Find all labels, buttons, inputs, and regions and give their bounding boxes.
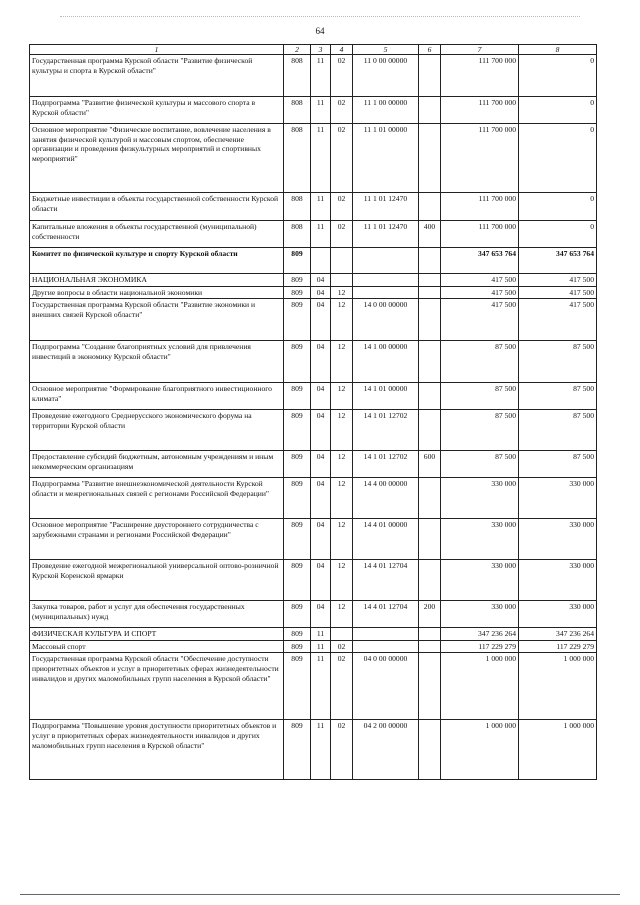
row-code-cell: 808 [284, 124, 311, 193]
row-subsection-cell: 02 [331, 97, 353, 124]
table-row [30, 720, 597, 780]
table-row [30, 248, 597, 274]
row-expense-type-cell [419, 97, 441, 124]
header-col-1: 1 [30, 45, 284, 55]
page-number: 64 [315, 26, 325, 36]
row-section-cell: 11 [311, 628, 331, 641]
row-amount-cell: 330 000 [441, 478, 519, 519]
row-code-cell: 809 [284, 286, 311, 299]
row-expense-type-cell [419, 410, 441, 451]
row-amount-cell: 347 236 264 [441, 628, 519, 641]
row-amount-second-cell: 0 [519, 221, 597, 248]
row-code-cell: 809 [284, 451, 311, 478]
row-amount-second-cell: 87 500 [519, 383, 597, 410]
table-row [30, 519, 597, 560]
row-target-article-cell: 14 1 00 00000 [353, 341, 419, 383]
row-target-article-cell: 04 2 00 00000 [353, 720, 419, 780]
row-expense-type-cell [419, 720, 441, 780]
row-subsection-cell: 02 [331, 55, 353, 97]
row-code-cell: 809 [284, 299, 311, 341]
row-target-article-cell: 14 1 01 00000 [353, 383, 419, 410]
row-target-article-cell [353, 628, 419, 641]
row-amount-second-cell: 330 000 [519, 519, 597, 560]
row-amount-cell: 111 700 000 [441, 124, 519, 193]
row-amount-cell: 111 700 000 [441, 193, 519, 221]
row-subsection-cell: 02 [331, 193, 353, 221]
row-name-cell: НАЦИОНАЛЬНАЯ ЭКОНОМИКА [30, 274, 284, 287]
table-row [30, 451, 597, 478]
row-section-cell [311, 248, 331, 274]
row-amount-second-cell: 1 000 000 [519, 720, 597, 780]
row-expense-type-cell [419, 55, 441, 97]
row-subsection-cell: 12 [331, 383, 353, 410]
table-row [30, 299, 597, 341]
row-amount-cell: 417 500 [441, 274, 519, 287]
row-subsection-cell: 12 [331, 410, 353, 451]
budget-table [29, 44, 597, 780]
header-col-2: 2 [284, 45, 311, 55]
row-target-article-cell: 11 0 00 00000 [353, 55, 419, 97]
row-name-cell: Подпрограмма "Развитие внешнеэкономической деятельности Курской области и межрегиональных связей с регионами Российской Федерации" [30, 478, 284, 519]
row-section-cell: 11 [311, 55, 331, 97]
row-expense-type-cell [419, 628, 441, 641]
row-amount-cell: 111 700 000 [441, 221, 519, 248]
row-target-article-cell [353, 286, 419, 299]
row-amount-cell: 87 500 [441, 383, 519, 410]
row-amount-cell: 87 500 [441, 451, 519, 478]
row-section-cell: 04 [311, 601, 331, 628]
row-code-cell: 809 [284, 383, 311, 410]
row-name-cell: Проведение ежегодной межрегиональной универсальной оптово-розничной Курской Коренской ярмарки [30, 560, 284, 601]
row-subsection-cell: 12 [331, 286, 353, 299]
row-expense-type-cell [419, 653, 441, 720]
row-expense-type-cell [419, 640, 441, 653]
row-amount-cell: 330 000 [441, 519, 519, 560]
row-amount-second-cell: 1 000 000 [519, 653, 597, 720]
row-expense-type-cell [419, 341, 441, 383]
row-name-cell: Проведение ежегодного Среднерусского экономического форума на территории Курской области [30, 410, 284, 451]
row-code-cell: 809 [284, 478, 311, 519]
table-row [30, 601, 597, 628]
table-row [30, 124, 597, 193]
row-amount-cell: 330 000 [441, 601, 519, 628]
row-amount-second-cell: 0 [519, 193, 597, 221]
scan-edge-line [60, 16, 580, 17]
row-amount-cell: 111 700 000 [441, 97, 519, 124]
row-amount-second-cell: 417 500 [519, 274, 597, 287]
row-code-cell: 809 [284, 601, 311, 628]
row-code-cell: 808 [284, 55, 311, 97]
row-section-cell: 04 [311, 451, 331, 478]
table-row [30, 653, 597, 720]
row-amount-cell: 1 000 000 [441, 720, 519, 780]
row-target-article-cell: 14 4 01 12704 [353, 601, 419, 628]
row-expense-type-cell [419, 193, 441, 221]
row-code-cell: 809 [284, 341, 311, 383]
row-section-cell: 04 [311, 519, 331, 560]
row-subsection-cell: 12 [331, 341, 353, 383]
row-subsection-cell [331, 274, 353, 287]
row-code-cell: 809 [284, 274, 311, 287]
row-code-cell: 809 [284, 640, 311, 653]
row-section-cell: 04 [311, 478, 331, 519]
row-amount-second-cell: 0 [519, 124, 597, 193]
row-expense-type-cell [419, 274, 441, 287]
row-amount-second-cell: 117 229 279 [519, 640, 597, 653]
table-row [30, 97, 597, 124]
row-name-cell: Основное мероприятие "Расширение двустороннего сотрудничества с зарубежными странами и регионами Российской Федерации" [30, 519, 284, 560]
row-expense-type-cell [419, 383, 441, 410]
row-amount-second-cell: 0 [519, 97, 597, 124]
row-amount-cell: 1 000 000 [441, 653, 519, 720]
row-target-article-cell: 11 1 01 00000 [353, 124, 419, 193]
row-section-cell: 11 [311, 720, 331, 780]
row-name-cell: Основное мероприятие "Физическое воспитание, вовлечение населения в занятия физической культурой и массовым спортом, обеспечение организации и проведения физкультурных мероприятий и спортивных мероприятий" [30, 124, 284, 193]
table-row [30, 478, 597, 519]
row-section-cell: 11 [311, 221, 331, 248]
row-amount-second-cell: 330 000 [519, 478, 597, 519]
row-expense-type-cell: 400 [419, 221, 441, 248]
row-section-cell: 04 [311, 560, 331, 601]
row-amount-cell: 87 500 [441, 341, 519, 383]
page-bottom-line [20, 894, 620, 895]
row-code-cell: 809 [284, 248, 311, 274]
row-target-article-cell: 14 1 01 12702 [353, 451, 419, 478]
table-row [30, 560, 597, 601]
row-expense-type-cell [419, 299, 441, 341]
row-section-cell: 04 [311, 383, 331, 410]
row-expense-type-cell: 600 [419, 451, 441, 478]
table-header-row [30, 45, 597, 55]
header-col-7: 7 [441, 45, 519, 55]
row-name-cell: Бюджетные инвестиции в объекты государственной собственности Курской области [30, 193, 284, 221]
row-name-cell: Государственная программа Курской области "Развитие физической культуры и спорта в Курской области" [30, 55, 284, 97]
row-name-cell: Комитет по физической культуре и спорту Курской области [30, 248, 284, 274]
row-target-article-cell: 14 4 01 00000 [353, 519, 419, 560]
row-subsection-cell: 02 [331, 640, 353, 653]
row-section-cell: 04 [311, 341, 331, 383]
row-expense-type-cell [419, 248, 441, 274]
row-expense-type-cell [419, 124, 441, 193]
row-target-article-cell [353, 274, 419, 287]
row-code-cell: 809 [284, 560, 311, 601]
row-code-cell: 809 [284, 628, 311, 641]
table-row [30, 410, 597, 451]
table-row [30, 221, 597, 248]
row-target-article-cell: 11 1 01 12470 [353, 193, 419, 221]
row-section-cell: 04 [311, 286, 331, 299]
row-expense-type-cell [419, 478, 441, 519]
row-amount-cell: 417 500 [441, 299, 519, 341]
row-amount-second-cell: 347 653 764 [519, 248, 597, 274]
row-target-article-cell: 14 4 01 12704 [353, 560, 419, 601]
row-subsection-cell: 12 [331, 560, 353, 601]
row-amount-cell: 417 500 [441, 286, 519, 299]
row-subsection-cell: 12 [331, 299, 353, 341]
row-name-cell: Основное мероприятие "Формирование благоприятного инвестиционного климата" [30, 383, 284, 410]
row-amount-second-cell: 87 500 [519, 410, 597, 451]
row-code-cell: 809 [284, 410, 311, 451]
row-amount-second-cell: 0 [519, 55, 597, 97]
row-subsection-cell: 12 [331, 519, 353, 560]
row-name-cell: Подпрограмма "Развитие физической культуры и массового спорта в Курской области" [30, 97, 284, 124]
row-name-cell: Подпрограмма "Создание благоприятных условий для привлечения инвестиций в экономику Курской области" [30, 341, 284, 383]
row-name-cell: Капитальные вложения в объекты государственной (муниципальной) собственности [30, 221, 284, 248]
row-amount-second-cell: 347 236 264 [519, 628, 597, 641]
row-section-cell: 04 [311, 410, 331, 451]
row-expense-type-cell [419, 519, 441, 560]
row-amount-cell: 111 700 000 [441, 55, 519, 97]
row-code-cell: 809 [284, 519, 311, 560]
row-amount-cell: 330 000 [441, 560, 519, 601]
row-expense-type-cell [419, 286, 441, 299]
row-amount-cell: 87 500 [441, 410, 519, 451]
row-subsection-cell: 02 [331, 221, 353, 248]
row-subsection-cell: 02 [331, 653, 353, 720]
row-name-cell: Другие вопросы в области национальной экономики [30, 286, 284, 299]
header-col-8: 8 [519, 45, 597, 55]
row-section-cell: 11 [311, 653, 331, 720]
row-target-article-cell: 04 0 00 00000 [353, 653, 419, 720]
row-name-cell: Государственная программа Курской области "Развитие экономики и внешних связей Курской области" [30, 299, 284, 341]
row-subsection-cell: 02 [331, 720, 353, 780]
row-name-cell: Закупка товаров, работ и услуг для обеспечения государственных (муниципальных) нужд [30, 601, 284, 628]
row-amount-second-cell: 330 000 [519, 560, 597, 601]
row-section-cell: 04 [311, 274, 331, 287]
row-name-cell: ФИЗИЧЕСКАЯ КУЛЬТУРА И СПОРТ [30, 628, 284, 641]
row-expense-type-cell [419, 560, 441, 601]
row-target-article-cell [353, 640, 419, 653]
row-section-cell: 11 [311, 193, 331, 221]
table-row [30, 341, 597, 383]
row-subsection-cell [331, 248, 353, 274]
row-section-cell: 11 [311, 124, 331, 193]
row-amount-cell: 117 229 279 [441, 640, 519, 653]
row-target-article-cell: 14 1 01 12702 [353, 410, 419, 451]
row-amount-cell: 347 653 764 [441, 248, 519, 274]
row-amount-second-cell: 330 000 [519, 601, 597, 628]
row-target-article-cell: 14 0 00 00000 [353, 299, 419, 341]
row-target-article-cell: 14 4 00 00000 [353, 478, 419, 519]
table-row [30, 274, 597, 287]
table-row [30, 193, 597, 221]
header-col-5: 5 [353, 45, 419, 55]
row-amount-second-cell: 87 500 [519, 341, 597, 383]
row-name-cell: Подпрограмма "Повышение уровня доступности приоритетных объектов и услуг в приоритетных сферах жизнедеятельности инвалидов и других маломобильных групп населения в Курской области" [30, 720, 284, 780]
header-col-3: 3 [311, 45, 331, 55]
table-row [30, 286, 597, 299]
header-col-4: 4 [331, 45, 353, 55]
table-row [30, 628, 597, 641]
header-col-6: 6 [419, 45, 441, 55]
row-code-cell: 809 [284, 720, 311, 780]
row-subsection-cell [331, 628, 353, 641]
row-expense-type-cell: 200 [419, 601, 441, 628]
row-code-cell: 808 [284, 221, 311, 248]
row-code-cell: 808 [284, 97, 311, 124]
row-section-cell: 11 [311, 640, 331, 653]
row-target-article-cell: 11 1 01 12470 [353, 221, 419, 248]
table-row [30, 640, 597, 653]
row-amount-second-cell: 417 500 [519, 299, 597, 341]
row-section-cell: 04 [311, 299, 331, 341]
row-subsection-cell: 12 [331, 601, 353, 628]
row-name-cell: Массовый спорт [30, 640, 284, 653]
row-amount-second-cell: 87 500 [519, 451, 597, 478]
row-code-cell: 808 [284, 193, 311, 221]
row-code-cell: 809 [284, 653, 311, 720]
table-row [30, 383, 597, 410]
row-subsection-cell: 12 [331, 478, 353, 519]
table-row [30, 55, 597, 97]
row-name-cell: Предоставление субсидий бюджетным, автономным учреждениям и иным некоммерческим организациям [30, 451, 284, 478]
row-amount-second-cell: 417 500 [519, 286, 597, 299]
row-name-cell: Государственная программа Курской области "Обеспечение доступности приоритетных объектов и услуг в приоритетных сферах жизнедеятельности инвалидов и других маломобильных групп населения в Курской области" [30, 653, 284, 720]
row-subsection-cell: 02 [331, 124, 353, 193]
row-section-cell: 11 [311, 97, 331, 124]
row-subsection-cell: 12 [331, 451, 353, 478]
row-target-article-cell [353, 248, 419, 274]
row-target-article-cell: 11 1 00 00000 [353, 97, 419, 124]
